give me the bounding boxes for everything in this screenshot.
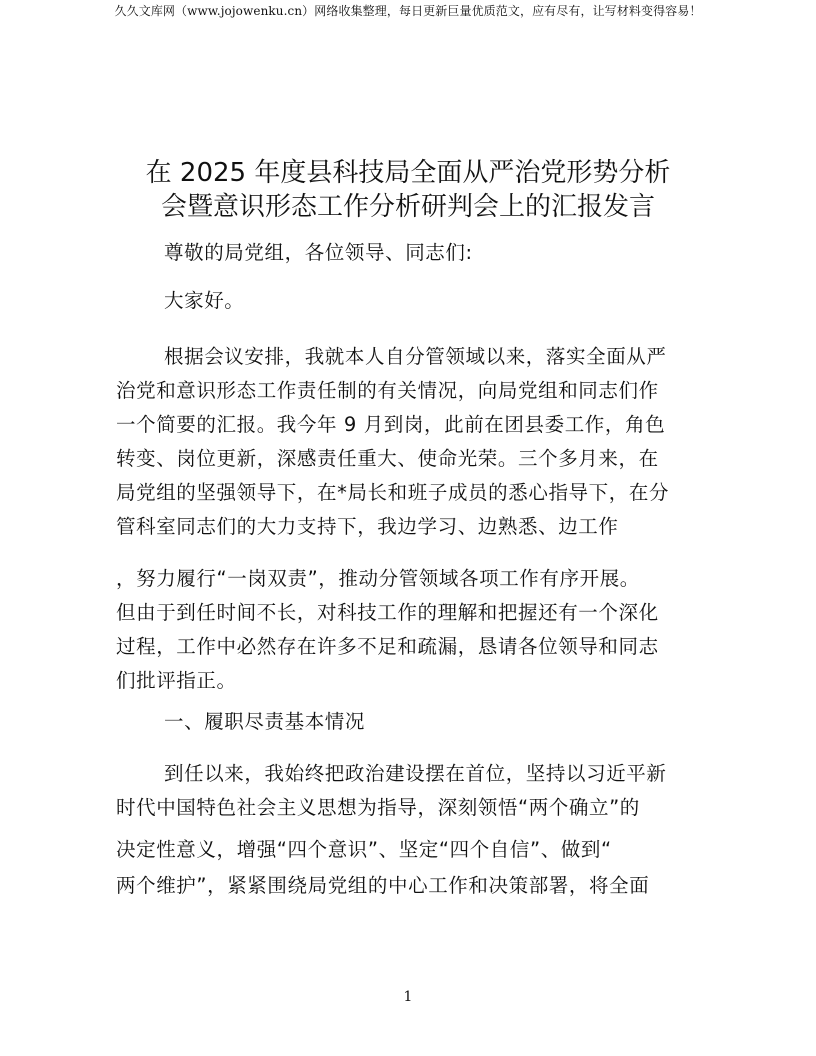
paragraph-line: 过程，工作中必然存在许多不足和疏漏，恳请各位领导和同志	[116, 635, 659, 658]
paragraph-line: 一个简要的汇报。我今年 9 月到岗，此前在团县委工作，角色	[116, 413, 666, 436]
paragraph-line: 局党组的坚强领导下，在*局长和班子成员的悉心指导下，在分	[116, 481, 670, 504]
section-heading: 一、履职尽责基本情况	[164, 710, 366, 733]
paragraph-line: 时代中国特色社会主义思想为指导，深刻领悟“两个确立”的	[116, 796, 640, 819]
paragraph-line: 转变、岗位更新，深感责任重大、使命光荣。三个多月来，在	[116, 447, 659, 470]
paragraph-line: 根据会议安排，我就本人自分管领域以来，落实全面从严	[164, 345, 667, 368]
site-header-text: 久久文库网（www.jojowenku.cn）网络收集整理，每日更新巨量优质范文，应有尽有，让写材料变得容易！	[114, 4, 702, 18]
greeting: 大家好。	[164, 289, 245, 312]
paragraph-line: 但由于到任时间不长，对科技工作的理解和把握还有一个深化	[116, 601, 659, 624]
paragraph-line: 两个维护”，紧紧围绕局党组的中心工作和决策部署，将全面	[116, 874, 650, 897]
paragraph-line: 们批评指正。	[116, 669, 237, 692]
paragraph-line: ，努力履行“一岗双责”，推动分管领域各项工作有序开展。	[116, 567, 640, 590]
paragraph-line: 治党和意识形态工作责任制的有关情况，向局党组和同志们作	[116, 379, 659, 402]
page-number: 1	[403, 989, 413, 1005]
salutation: 尊敬的局党组，各位领导、同志们:	[164, 241, 473, 264]
document-title-line-2: 会暨意识形态工作分析研判会上的汇报发言	[160, 192, 655, 222]
paragraph-line: 到任以来，我始终把政治建设摆在首位，坚持以习近平新	[164, 762, 667, 785]
paragraph-line: 管科室同志们的大力支持下，我边学习、边熟悉、边工作	[116, 515, 619, 538]
paragraph-line: 决定性意义，增强“四个意识”、坚定“四个自信”、做到“	[116, 838, 612, 861]
document-title-line-1: 在 2025 年度县科技局全面从严治党形势分析	[145, 158, 671, 188]
